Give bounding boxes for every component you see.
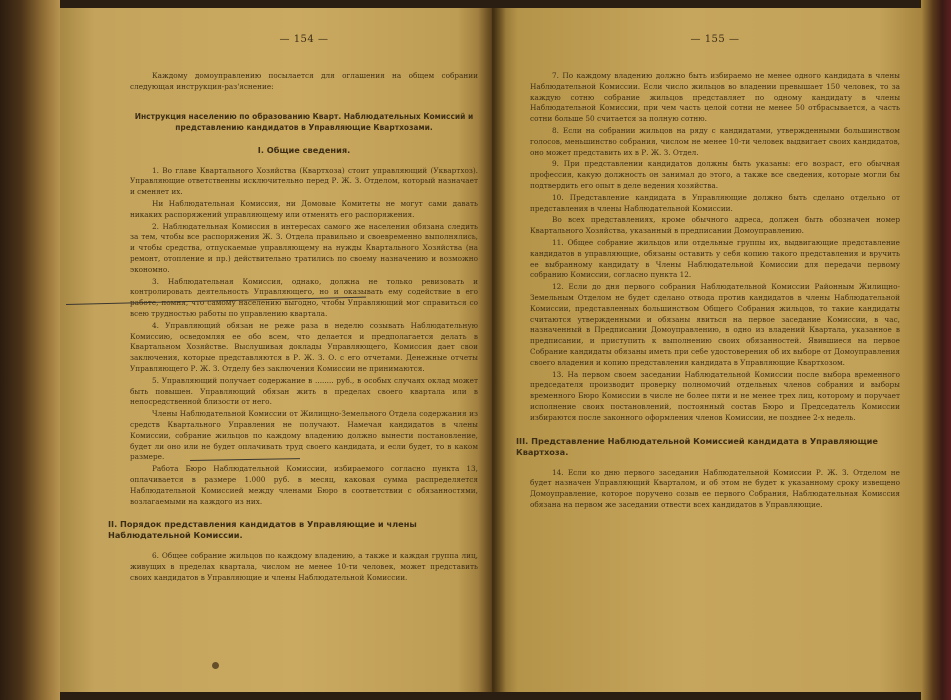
section-heading: II. Порядок представления кандидатов в Управляющие и члены Наблюдательной Комиссии. (108, 519, 417, 541)
paragraph: 6. Общее собрание жильцов по каждому владению, а также и каждая группа лиц, живущих в пределах квартала, числом не менее 10-ти человек, может представить своих кандидатов в Управляющие и члены Наблюдательной Комиссии. (130, 551, 478, 582)
paragraph: 2. Наблюдательная Комиссия в интересах самого же населения обязана следить за тем, чтобы все распоряжения Ж. З. Отдела правильно и своевременно выполнялись, и чтобы средства, отпускаемые управляющему на нужды Квартального Хозяйства (на ремонт, отопление и пр.) действительно тратились по своему назначению и возможно экономно. (130, 221, 478, 274)
paragraph: 8. Если на собрании жильцов на ряду с кандидатами, утвержденными большинством голосов, меньшинство собрания, числом не менее 10-ти человек выдвигает своих кандидатов, оно может представить их в Р. Ж. З. Отдел. (530, 125, 900, 157)
paragraph: Члены Наблюдательной Комиссии от Жилищно-Земельного Отдела содержания из средств Квартального Управления не получают. Намечая кандидатов в члены Комиссии, собрание жильцов по каждому владению должно вынести постановление, будет ли оно или не будет оплачивать труд своего кандидата, и если будет, то в каком размере. (130, 409, 478, 462)
paragraph: 10. Представление кандидата в Управляющие должно быть сделано отдельно от представления в члены Наблюдательной Комиссии. (530, 192, 900, 213)
paragraph: 1. Во главе Квартального Хозяйства (Квартхоза) стоит управляющий (Уквартхоз). Управляющие ответственны исключительно перед Р. Ж. З. Отделом, который назначает и сменяет их. (130, 165, 478, 197)
paragraph: 14. Если ко дню первого заседания Наблюдательной Комиссии Р. Ж. З. Отделом не будет назначен Управляющий Кварталом, и об этом не будет к указанному сроку извещено Домоуправление, которое поручено созыв ее первого Собрания, Наблюдательная Комиссия обязана на первом же заседании отвести всех кандидатов в Управляющие. (530, 467, 900, 509)
paragraph: 7. По каждому владению должно быть избираемо не менее одного кандидата в члены Наблюдательной Комиссии. Если число жильцов во владении превышает 150 человек, то за каждую сотню собрание жильцов представляет по одному кандидату в члены Наблюдательной Комиссии, при чем часть целой сотни не менее 50 отбрасывается, а часть сотни больше 50 считается за полную сотню. (530, 71, 900, 124)
ink-spot (212, 662, 219, 669)
paragraph: 3. Наблюдательная Комиссия, однако, должна не только ревизовать и контролировать деятельность Управляющего, но и оказывать ему содействие в его работе, помня, что самому населению выгодно, чтобы Управляющий мог справиться со всею трудностью работы по управлению квартала. (130, 276, 478, 318)
section-heading: I. Общие сведения. (257, 144, 351, 155)
right-page (492, 8, 922, 692)
intro-paragraph: Каждому домоуправлению посылается для оглашения на общем собрании следующая инструкция-раз'яснение: (130, 71, 478, 91)
section-heading: III. Представление Наблюдательной Комиссией кандидата в Управляющие Квартхоза. (516, 435, 878, 457)
paragraph: 11. Общее собрание жильцов или отдельные группы их, выдвигающие представление кандидатов в управляющие, обязаны оставить у себя копию такого представления и вручить ее выбранному кандидату в Члены Наблюдательной Комиссии для передачи первому собранию Комиссии, согласно пункта 12. (530, 237, 900, 280)
paragraph: 5. Управляющий получает содержание в ........ руб., в особых случаях оклад может быть повышен. Управляющий обязан жить в пределах своего квартала или в непосредственной близости от него. (130, 375, 478, 407)
paragraph: Работа Бюро Наблюдательной Комиссии, избираемого согласно пункта 13, оплачивается в размере 1.000 руб. в месяц, каковая сумма распределяется Наблюдательной Комиссией между членами Бюро в соответствии с обязанностями, возлагаемыми на каждого из них. (130, 464, 478, 506)
paragraph: Ни Наблюдательная Комиссия, ни Домовые Комитеты не могут сами давать никаких распоряжений управляющему или отменять его распоряжения. (130, 198, 478, 219)
book-page-edges-right (921, 0, 951, 700)
paragraph: 12. Если до дня первого собрания Наблюдательной Комиссии Районным Жилищно-Земельным Отделом не будет сделано отвода против кандидатов в члены Наблюдательной Комиссии, представленных большинством Общего Собрания жильцов, то такие кандидаты считаются утвержденными и обязаны явиться на первое заседание Комиссии, в час, назначенный в Предписании Домоуправлению, в одно из владений Квартала, указанное в предписании, и приступить к выполнению своих обязанностей. Явившиеся на первое Собрание кандидаты обязаны иметь при себе удостоверения об их выборе от Домоуправления своего владения и копию представления кандидата в Управляющие Квартхозом. (530, 282, 900, 367)
book-page-edges-left (0, 0, 60, 700)
page-number: — 155 — (690, 34, 740, 45)
instruction-title: Инструкция населению по образованию Кварт. Наблюдательных Комиссий и представлению кандидатов в Управляющие Квартхозами. (134, 111, 474, 132)
page-number: — 154 — (279, 34, 329, 45)
left-page (60, 8, 492, 692)
paragraph: 4. Управляющий обязан не реже раза в неделю созывать Наблюдательную Комиссию, осведомляя ее обо всем, что делается и предполагается делать в Квартальном Хозяйстве. Выслушивая доклады Управляющего, Комиссия дает свои заключения, которые представляются в Р. Ж. З. О. с его отчетами. Денежные отчеты Управляющего Р. Ж. З. Отделу без заключения Комиссии не принимаются. (130, 320, 478, 373)
paragraph: 9. При представлении кандидатов должны быть указаны: его возраст, его обычная профессия, какую должность он занимал до этого, а также все сведения, которые могли бы подтвердить его опыт в деле ведения хозяйства. (530, 159, 900, 190)
paragraph: 13. На первом своем заседании Наблюдательной Комиссии после выбора временного председателя производит проверку полномочий отдельных членов собрания и выборы временного Бюро Комиссии в числе не более пяти и не менее трех лиц, которому и поручает исполнение своих постановлений, постоянный состав Бюро и Председатель Комиссии избираются после законного оформления членов Комиссии, не позднее 2-х недель. (530, 369, 900, 422)
book-gutter (478, 8, 506, 692)
paragraph: Во всех представлениях, кроме обычного адреса, должен быть обозначен номер Квартального Хозяйства, указанный в предписании Домоуправлению. (530, 215, 900, 236)
